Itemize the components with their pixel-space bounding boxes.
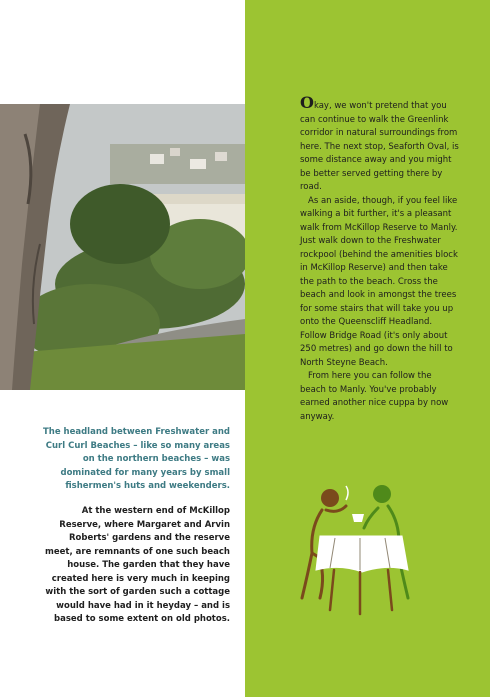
left-body-text: At the western end of McKillop Reserve, where Margaret and Arvin Roberts' gardens and the reserve meet, are remnants of one such beach house. The garden that they have created here is very much in keeping with the sort of garden such a cottage would have had in it heyday – and is based to some extent on old photos. xyxy=(45,506,230,624)
drop-cap: O xyxy=(300,93,314,112)
headland-photo-art xyxy=(0,104,245,390)
tea-party-illustration xyxy=(290,478,420,618)
right-paragraph-2: As an aside, though, if you feel like walking a bit further, it's a pleasant walk from McKillop Reserve to Manly. Just walk down to the Freshwater rockpool (behind the amenities block in McKillop Reserve) and then take the path to the beach. Cross the beach and look in amongst the trees for some stairs that will take you up onto the Queenscliff Headland. Follow Bridge Road (it's only about 250 metres) and go down the hill to North Steyne Beach. xyxy=(300,195,458,368)
headland-photo xyxy=(0,104,245,390)
right-paragraph-1-text: kay, we won't pretend that you can continue to walk the Greenlink corridor in natural surroundings from here. The next stop, Seaforth Oval, is some distance away and you might be better served getting there by road. xyxy=(300,101,459,192)
right-paragraph-1 xyxy=(300,93,460,195)
photo-caption: The headland between Freshwater and Curl Curl Beaches – like so many areas on the northern beaches – was dominated for many years by small fishermen's huts and weekenders. xyxy=(42,427,230,491)
right-paragraph-3: From here you can follow the beach to Manly. You've probably earned another nice cuppa by now anyway. xyxy=(300,371,449,422)
right-text-block xyxy=(300,93,460,424)
